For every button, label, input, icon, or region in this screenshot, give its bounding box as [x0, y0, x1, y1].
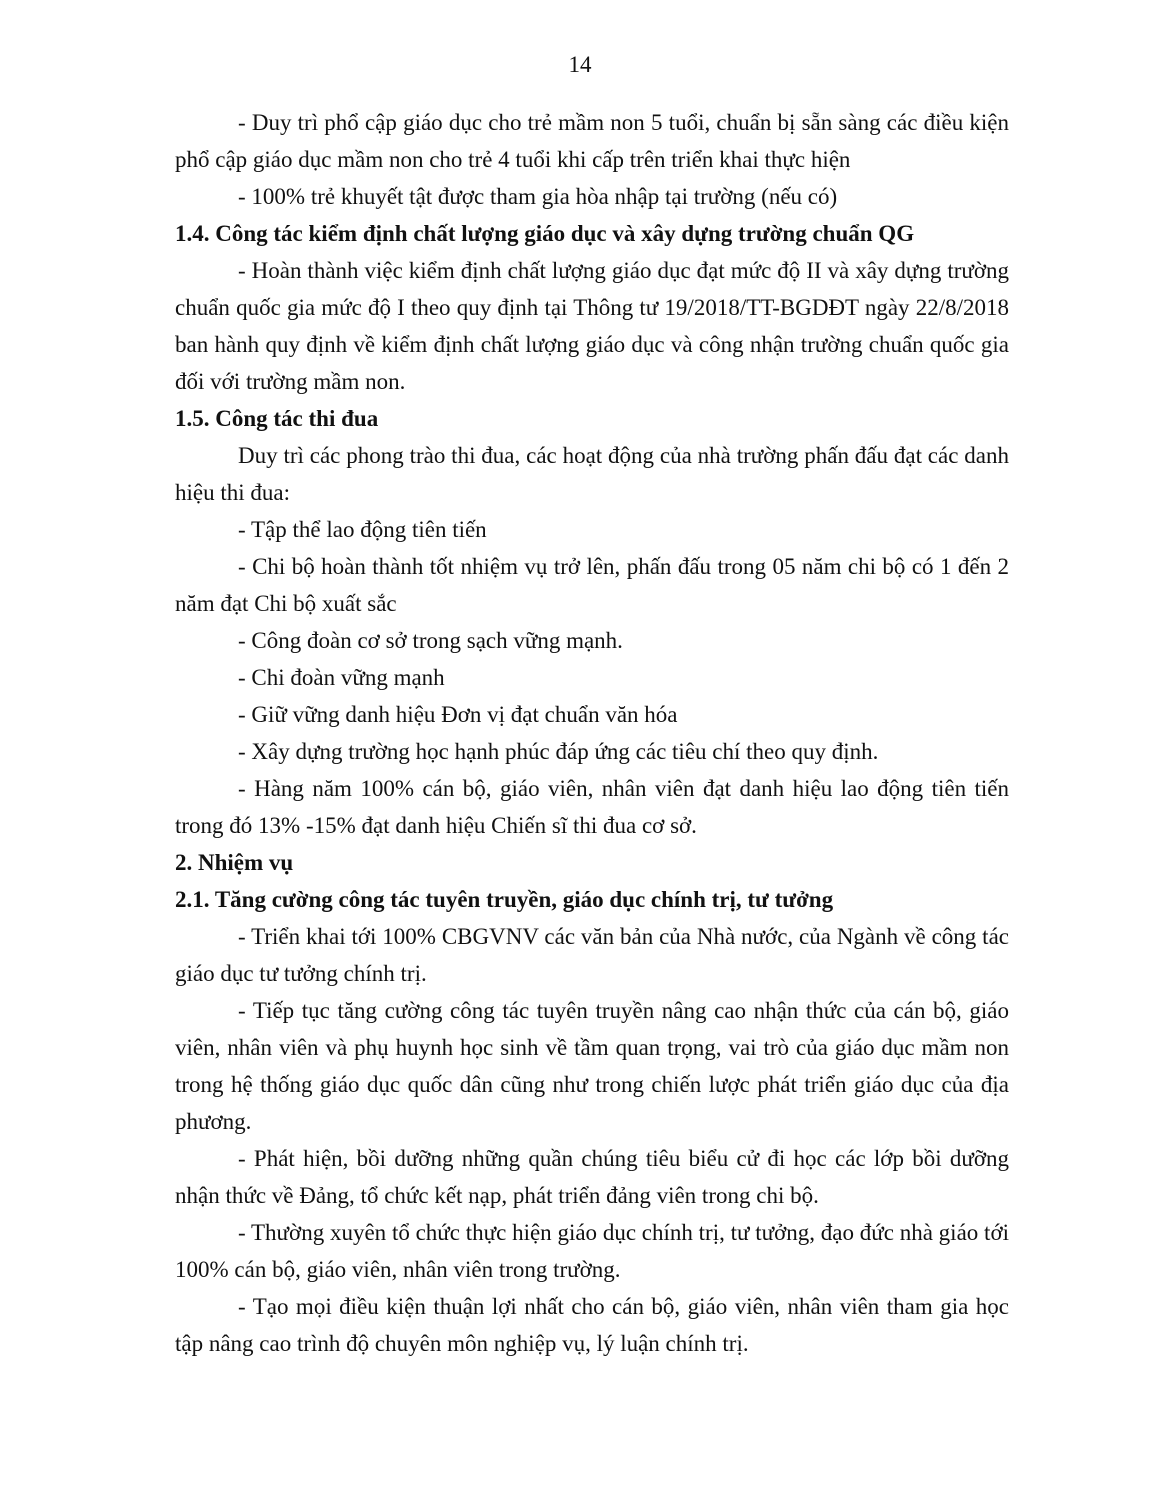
list-item: - Giữ vững danh hiệu Đơn vị đạt chuẩn văn hóa	[238, 702, 678, 727]
list-item: - Thường xuyên tổ chức thực hiện giáo dục chính trị, tư tưởng, đạo đức nhà giáo tới 100% cán bộ, giáo viên, nhân viên trong trường.	[175, 1220, 1009, 1282]
list-item: - Chi đoàn vững mạnh	[238, 665, 445, 690]
list-item: - Triển khai tới 100% CBGVNV các văn bản của Nhà nước, của Ngành về công tác giáo dục tư tưởng chính trị.	[175, 924, 1009, 986]
paragraph: - 100% trẻ khuyết tật được tham gia hòa nhập tại trường (nếu có)	[238, 184, 838, 209]
list-item: - Tập thể lao động tiên tiến	[238, 517, 487, 542]
list-item: - Tạo mọi điều kiện thuận lợi nhất cho cán bộ, giáo viên, nhân viên tham gia học tập nâng cao trình độ chuyên môn nghiệp vụ, lý luận chính trị.	[175, 1294, 1009, 1356]
paragraph: - Hoàn thành việc kiểm định chất lượng giáo dục đạt mức độ II và xây dựng trường chuẩn quốc gia mức độ I theo quy định tại Thông tư 19/2018/TT-BGDĐT ngày 22/8/2018 ban hành quy định về kiểm định chất lượng giáo dục và công nhận trường chuẩn quốc gia đối với trường mầm non.	[175, 258, 1009, 394]
section-heading: 1.5. Công tác thi đua	[175, 406, 379, 431]
section-heading: 2. Nhiệm vụ	[175, 850, 294, 875]
list-item: - Hàng năm 100% cán bộ, giáo viên, nhân viên đạt danh hiệu lao động tiên tiến trong đó 13% -15% đạt danh hiệu Chiến sĩ thi đua cơ sở.	[175, 776, 1009, 838]
page-number: 14	[568, 52, 592, 77]
section-heading: 1.4. Công tác kiểm định chất lượng giáo dục và xây dựng trường chuẩn QG	[175, 221, 915, 246]
paragraph: Duy trì các phong trào thi đua, các hoạt động của nhà trường phấn đấu đạt các danh hiệu thi đua:	[175, 443, 1009, 505]
list-item: - Xây dựng trường học hạnh phúc đáp ứng các tiêu chí theo quy định.	[238, 739, 879, 764]
list-item: - Tiếp tục tăng cường công tác tuyên truyền nâng cao nhận thức của cán bộ, giáo viên, nhân viên và phụ huynh học sinh về tầm quan trọng, vai trò của giáo dục mầm non trong hệ thống giáo dục quốc dân cũng như trong chiến lược phát triển giáo dục của địa phương.	[175, 998, 1009, 1134]
list-item: - Phát hiện, bồi dưỡng những quần chúng tiêu biểu cử đi học các lớp bồi dưỡng nhận thức về Đảng, tổ chức kết nạp, phát triển đảng viên trong chi bộ.	[175, 1146, 1009, 1208]
paragraph: - Duy trì phổ cập giáo dục cho trẻ mầm non 5 tuổi, chuẩn bị sẵn sàng các điều kiện phổ cập giáo dục mầm non cho trẻ 4 tuổi khi cấp trên triển khai thực hiện	[175, 110, 1009, 172]
list-item: - Chi bộ hoàn thành tốt nhiệm vụ trở lên, phấn đấu trong 05 năm chi bộ có 1 đến 2 năm đạt Chi bộ xuất sắc	[175, 554, 1009, 616]
subsection-heading: 2.1. Tăng cường công tác tuyên truyền, giáo dục chính trị, tư tưởng	[175, 887, 834, 912]
document-body	[175, 104, 1009, 1362]
list-item: - Công đoàn cơ sở trong sạch vững mạnh.	[238, 628, 623, 653]
